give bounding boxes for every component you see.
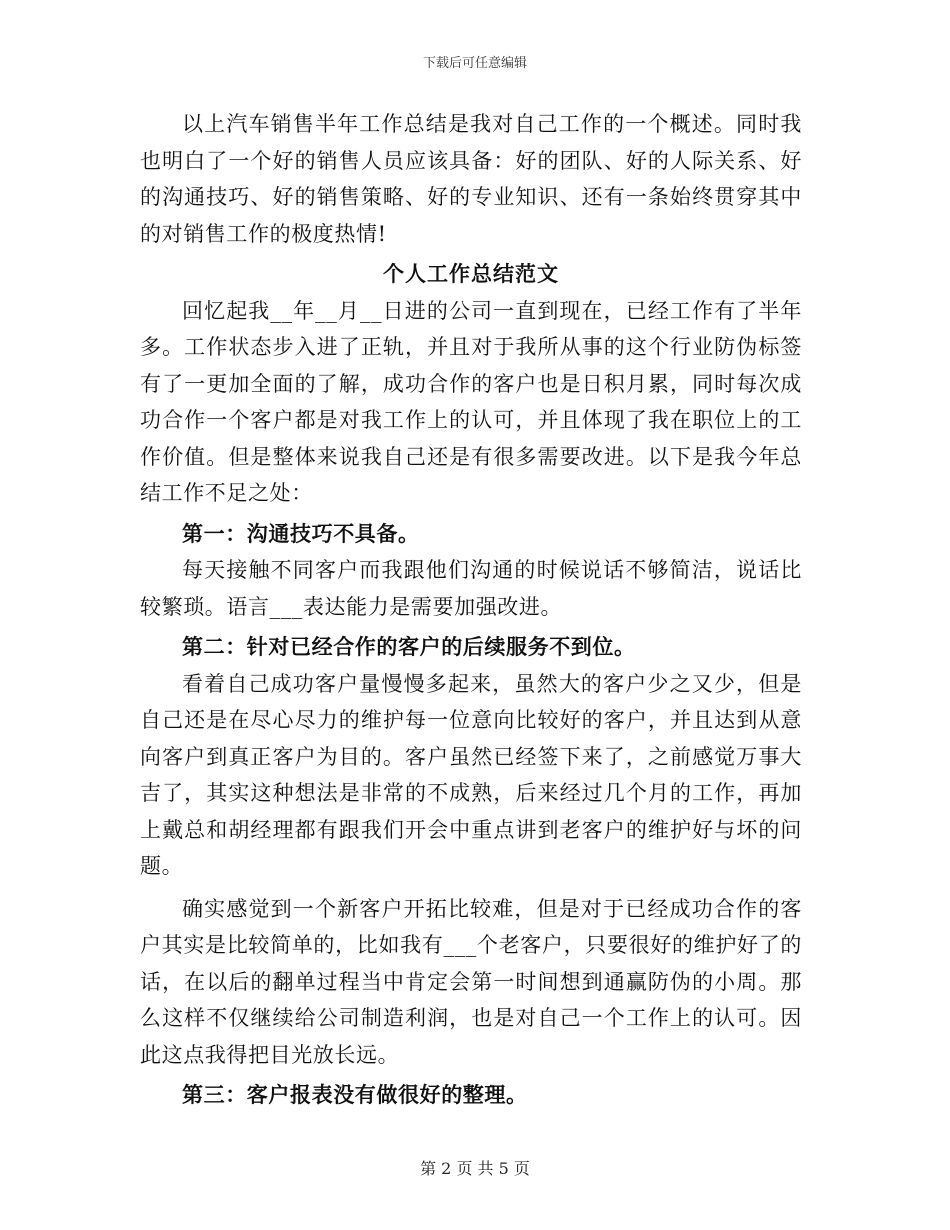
document-body xyxy=(140,106,802,1114)
intro-paragraph: 以上汽车销售半年工作总结是我对自己工作的一个概述。同时我也明白了一个好的销售人员应该具备：好的团队、好的人际关系、好的沟通技巧、好的销售策略、好的专业知识、还有一条始终贯穿其中的对销售工作的极度热情! xyxy=(140,112,802,246)
page-header: 下载后可任意编辑 xyxy=(422,56,527,71)
paragraph-4: 确实感觉到一个新客户开拓比较难，但是对于已经成功合作的客户其实是比较简单的，比如我有___个老客户，只要很好的维护好了的话，在以后的翻单过程当中肯定会第一时间想到通赢防伪的小周。那么这样不仅继续给公司制造利润，也是对自己一个工作上的认可。因此这点我得把目光放长远。 xyxy=(140,896,802,1067)
paragraph-3: 看着自己成功客户量慢慢多起来，虽然大的客户少之又少，但是自己还是在尽心尽力的维护每一位意向比较好的客户，并且达到从意向客户到真正客户为目的。客户虽然已经签下来了，之前感觉万事大吉了，其实这种想法是非常的不成熟，后来经过几个月的工作，再加上戴总和胡经理都有跟我们开会中重点讲到老客户的维护好与坏的问题。 xyxy=(140,671,802,878)
document-title: 个人工作总结范文 xyxy=(383,261,559,286)
section-heading-2: 第二：针对已经合作的客户的后续服务不到位。 xyxy=(182,634,636,659)
section-heading-1: 第一：沟通技巧不具备。 xyxy=(182,520,420,546)
paragraph-2: 每天接触不同客户而我跟他们沟通的时候说话不够简洁，说话比较繁琐。语言___表达能力是需要加强改进。 xyxy=(140,558,802,619)
paragraph-1: 回忆起我__年__月__日进的公司一直到现在，已经工作有了半年多。工作状态步入进了正轨，并且对于我所从事的这个行业防伪标签有了一更加全面的了解，成功合作的客户也是日积月累，同时每次成功合作一个客户都是对我工作上的认可，并且体现了我在职位上的工作价值。但是整体来说我自己还是有很多需要改进。以下是我今年总结工作不足之处： xyxy=(140,298,802,505)
section-heading-3: 第三：客户报表没有做很好的整理。 xyxy=(182,1082,528,1107)
page-footer: 第 2 页 共 5 页 xyxy=(420,1159,530,1178)
